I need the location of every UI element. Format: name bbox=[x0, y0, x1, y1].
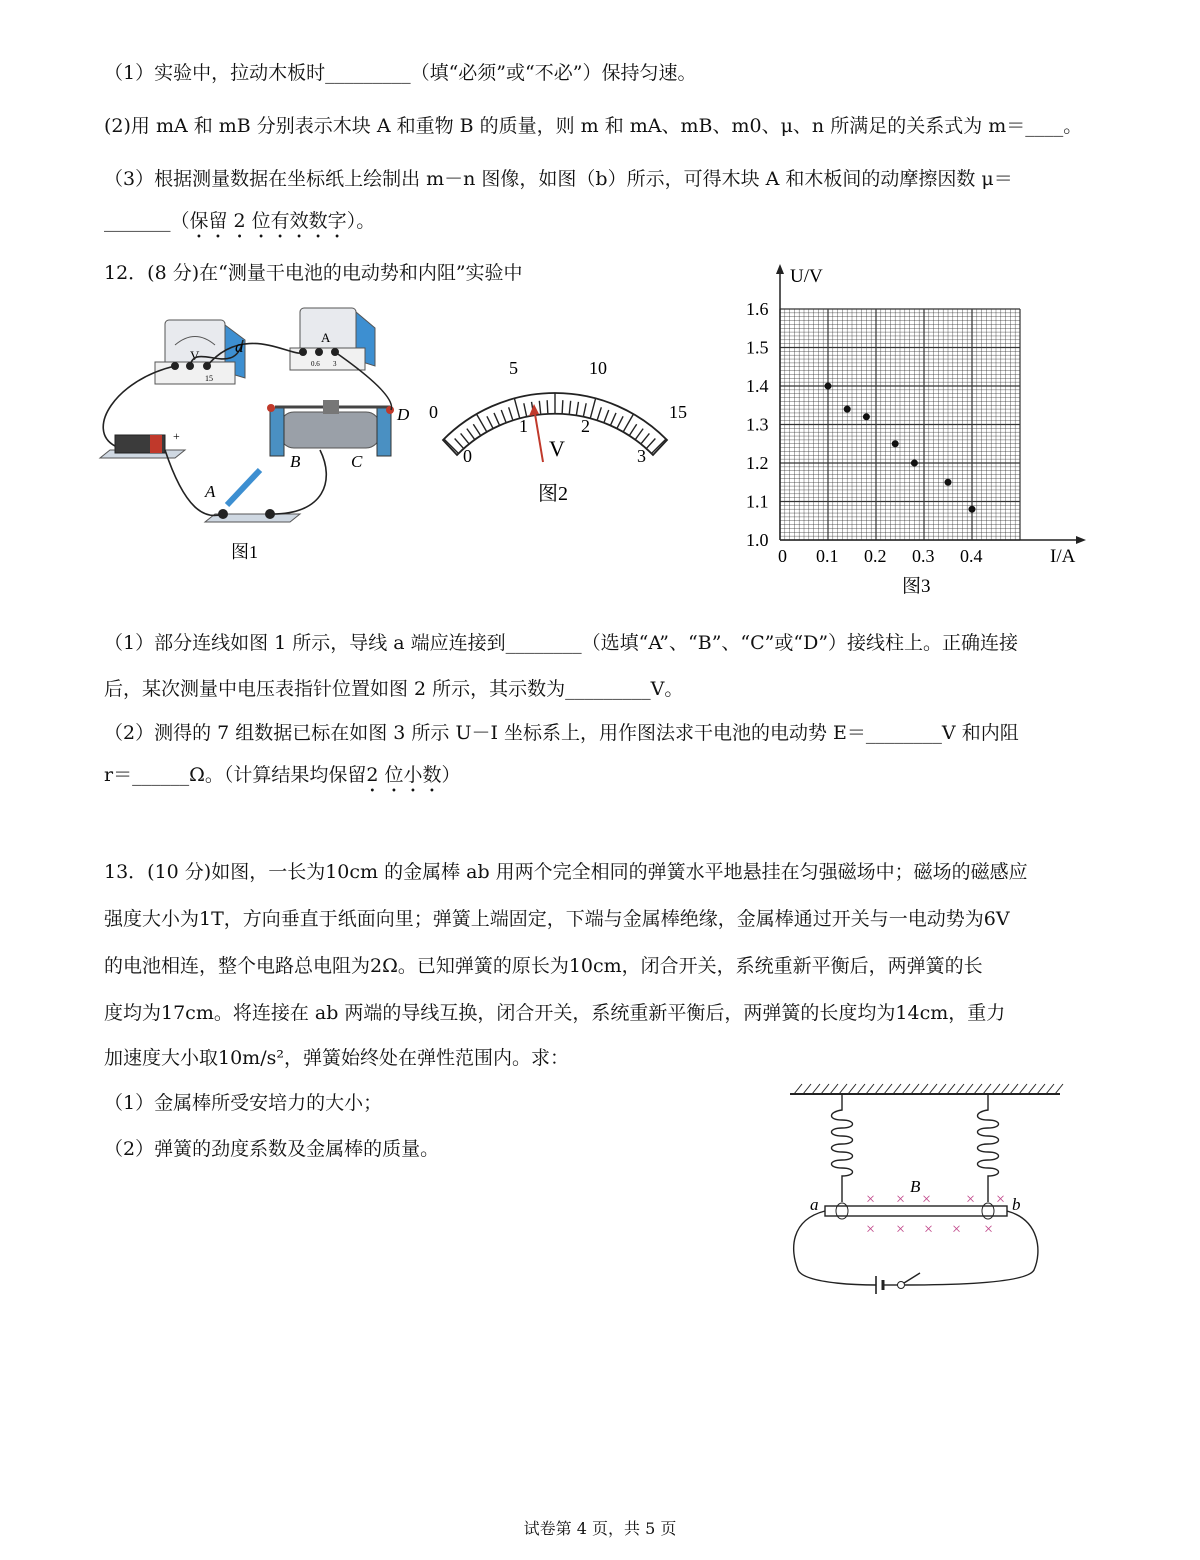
y-tick-label: 1.4 bbox=[746, 376, 769, 396]
x-tick-label: 0.1 bbox=[816, 546, 839, 566]
q12-answer-r: r＝______Ω。（计算结果均保留 bbox=[104, 764, 367, 786]
hatch-line bbox=[875, 1084, 883, 1094]
fig2-top-0: 0 bbox=[429, 402, 438, 422]
fig1-a3-label: 3 bbox=[333, 360, 337, 368]
chart-grid bbox=[780, 309, 1020, 540]
field-cross-icon: × bbox=[952, 1221, 962, 1238]
ui-chart-figure-3 bbox=[740, 262, 1100, 602]
y-tick-label: 1.0 bbox=[746, 530, 769, 550]
field-cross-icon: × bbox=[996, 1191, 1006, 1208]
hatch-line bbox=[1055, 1084, 1063, 1094]
hatch-line bbox=[812, 1084, 820, 1094]
hatch-line bbox=[1037, 1084, 1045, 1094]
hatch-line bbox=[947, 1084, 955, 1094]
x-tick-label: 0.4 bbox=[960, 546, 983, 566]
field-cross-icon: × bbox=[866, 1221, 876, 1238]
fig1-voltmeter-label: V bbox=[190, 348, 200, 363]
chart-ticks bbox=[746, 299, 983, 566]
hatch-line bbox=[893, 1084, 901, 1094]
q13-line4: 度均为17cm。将连接在 ab 两端的导线互换，闭合开关，系统重新平衡后，两弹簧的长度均为14cm，重力 bbox=[104, 1002, 1006, 1024]
y-tick-label: 1.2 bbox=[746, 453, 769, 473]
page-footer: 试卷第 4 页，共 5 页 bbox=[523, 1519, 677, 1538]
spring-right-icon bbox=[978, 1094, 999, 1202]
q11-answer-blank: _______（ bbox=[104, 210, 190, 232]
q12-part2-cont bbox=[104, 760, 461, 797]
q12-close: ） bbox=[441, 764, 461, 786]
fig1-label-A: A bbox=[205, 482, 216, 501]
fig2-top-15: 15 bbox=[669, 402, 687, 422]
y-tick-label: 1.3 bbox=[746, 414, 769, 435]
y-tick-label: 1.6 bbox=[746, 299, 769, 319]
fig2-bottom-1: 1 bbox=[519, 416, 528, 436]
rheostat-icon bbox=[267, 400, 394, 456]
fig1-label-D: D bbox=[397, 405, 410, 424]
y-tick-label: 1.1 bbox=[746, 491, 769, 512]
switch-icon bbox=[898, 1282, 905, 1289]
hatch-line bbox=[911, 1084, 919, 1094]
data-point bbox=[892, 440, 899, 447]
hatch-line bbox=[1046, 1084, 1054, 1094]
fig2-bottom-0: 0 bbox=[463, 446, 472, 466]
q11-part3: （3）根据测量数据在坐标纸上绘制出 m－n 图像，如图（b）所示，可得木块 A 和木板间的动摩擦因数 μ＝ bbox=[104, 168, 1013, 190]
data-point bbox=[911, 460, 918, 467]
label-b: b bbox=[1012, 1195, 1021, 1214]
hatch-line bbox=[1001, 1084, 1009, 1094]
q11-emphasis: 保留 2 位有效数字 bbox=[189, 210, 347, 232]
hatch-line bbox=[920, 1084, 928, 1094]
spring-rod-figure bbox=[780, 1080, 1070, 1300]
fig1-label-C: C bbox=[351, 452, 363, 471]
metal-rod bbox=[825, 1206, 1007, 1216]
q13-line3: 的电池相连，整个电路总电阻为2Ω。已知弹簧的原长为10cm，闭合开关，系统重新平衡后，两弹簧的长 bbox=[104, 955, 983, 977]
field-cross-icon: × bbox=[984, 1221, 994, 1238]
battery-icon bbox=[100, 429, 185, 458]
scale-tick bbox=[562, 400, 563, 413]
q12-title: 12．(8 分)在“测量干电池的电动势和内阻”实验中 bbox=[104, 262, 523, 284]
field-cross-icon: × bbox=[866, 1191, 876, 1208]
hatch-line bbox=[794, 1084, 802, 1094]
x-tick-label: 0 bbox=[778, 546, 787, 566]
label-a: a bbox=[810, 1195, 819, 1214]
fig1-caption: 图1 bbox=[231, 542, 258, 562]
q13-line1: 13．(10 分)如图，一长为10cm 的金属棒 ab 用两个完全相同的弹簧水平地悬挂在匀强磁场中；磁场的磁感应 bbox=[104, 861, 1028, 883]
hatch-line bbox=[821, 1084, 829, 1094]
voltmeter-icon bbox=[155, 320, 245, 384]
field-cross-icon: × bbox=[924, 1221, 934, 1238]
fig1-v15-label: 15 bbox=[205, 374, 213, 383]
field-cross-icon: × bbox=[966, 1191, 976, 1208]
chart-xlabel: I/A bbox=[1050, 546, 1076, 567]
scale-tick bbox=[547, 400, 548, 413]
fig1-plus-label: + bbox=[173, 429, 180, 443]
hatch-line bbox=[992, 1084, 1000, 1094]
hatch-line bbox=[1028, 1084, 1036, 1094]
fig2-unit: V bbox=[549, 436, 565, 461]
field-cross-icon: × bbox=[896, 1191, 906, 1208]
fig1-a06-label: 0.6 bbox=[311, 360, 320, 368]
hatch-line bbox=[1019, 1084, 1027, 1094]
q11-part1: （1）实验中，拉动木板时_________（填“必须”或“不必”）保持匀速。 bbox=[104, 62, 697, 84]
fig2-top-5: 5 bbox=[509, 358, 518, 378]
label-B: B bbox=[910, 1177, 921, 1196]
hatch-line bbox=[857, 1084, 865, 1094]
q13-line5: 加速度大小取10m/s²，弹簧始终处在弹性范围内。求： bbox=[104, 1047, 569, 1069]
field-cross-icon: × bbox=[896, 1221, 906, 1238]
spring-left-icon bbox=[832, 1094, 853, 1202]
field-cross-icon: × bbox=[922, 1191, 932, 1208]
q11-part3-cont bbox=[104, 206, 375, 243]
q12-part2: （2）测得的 7 组数据已标在如图 3 所示 U－I 坐标系上，用作图法求干电池的电动势 E＝________V 和内阻 bbox=[104, 722, 1019, 744]
hatch-line bbox=[938, 1084, 946, 1094]
q11-close: ）。 bbox=[346, 210, 376, 232]
q13-line2: 强度大小为1T，方向垂直于纸面向里；弹簧上端固定，下端与金属棒绝缘，金属棒通过开关与一电动势为6V bbox=[104, 908, 1010, 930]
fig2-caption: 图2 bbox=[538, 483, 568, 505]
chart-ylabel: U/V bbox=[790, 266, 823, 287]
hatch-line bbox=[956, 1084, 964, 1094]
circuit-figure-1 bbox=[95, 300, 425, 570]
fig2-bottom-3: 3 bbox=[637, 446, 646, 466]
fig3-caption: 图3 bbox=[902, 576, 931, 597]
y-tick-label: 1.5 bbox=[746, 337, 769, 358]
hatch-line bbox=[983, 1084, 991, 1094]
q12-part1-cont: 后，某次测量中电压表指针位置如图 2 所示，其示数为_________V。 bbox=[104, 678, 684, 700]
data-point bbox=[825, 383, 832, 390]
ammeter-icon bbox=[290, 308, 375, 370]
hatch-line bbox=[830, 1084, 838, 1094]
hatch-line bbox=[1010, 1084, 1018, 1094]
hatch-line bbox=[866, 1084, 874, 1094]
hatch-line bbox=[884, 1084, 892, 1094]
fig2-bottom-2: 2 bbox=[581, 416, 590, 436]
fig1-ammeter-label: A bbox=[321, 330, 331, 345]
q12-emphasis: 2 位小数 bbox=[366, 764, 442, 786]
q12-part1: （1）部分连线如图 1 所示，导线 a 端应连接到________（选填“A”、“B”、“C”或“D”）接线柱上。正确连接 bbox=[104, 632, 1019, 654]
data-point bbox=[945, 479, 952, 486]
voltmeter-scale-figure-2 bbox=[425, 350, 695, 510]
hatch-line bbox=[929, 1084, 937, 1094]
hatch-line bbox=[803, 1084, 811, 1094]
data-point bbox=[844, 406, 851, 413]
needle-icon bbox=[534, 408, 543, 462]
q13-sub1: （1）金属棒所受安培力的大小； bbox=[104, 1092, 383, 1114]
ceiling-hatch bbox=[794, 1084, 1063, 1094]
q11-part2: (2)用 mA 和 mB 分别表示木块 A 和重物 B 的质量，则 m 和 mA、mB、m0、μ、n 所满足的关系式为 m＝____。 bbox=[104, 115, 1083, 137]
x-tick-label: 0.3 bbox=[912, 546, 935, 566]
hatch-line bbox=[974, 1084, 982, 1094]
fig2-top-10: 10 bbox=[589, 358, 607, 378]
x-tick-label: 0.2 bbox=[864, 546, 887, 566]
data-point bbox=[969, 506, 976, 513]
hatch-line bbox=[965, 1084, 973, 1094]
fig1-label-B: B bbox=[290, 452, 301, 471]
q13-sub2: （2）弹簧的劲度系数及金属棒的质量。 bbox=[104, 1138, 440, 1160]
hatch-line bbox=[848, 1084, 856, 1094]
fig1-label-a: a bbox=[235, 337, 244, 356]
hatch-line bbox=[902, 1084, 910, 1094]
hatch-line bbox=[839, 1084, 847, 1094]
data-point bbox=[863, 413, 870, 420]
